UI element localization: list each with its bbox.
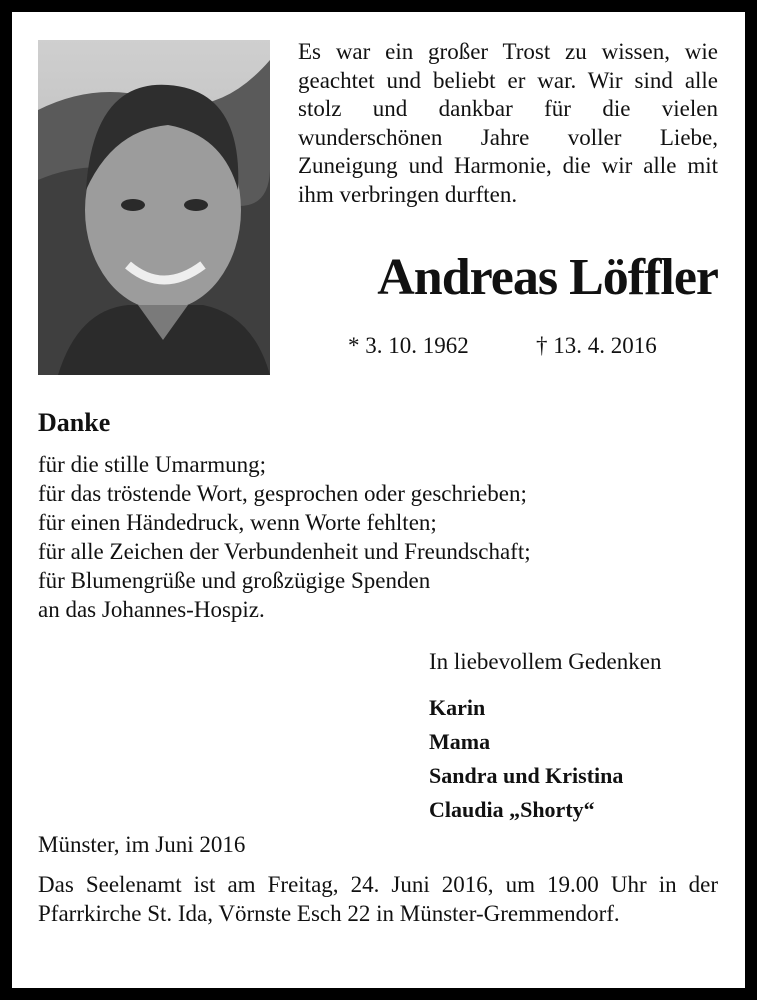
thanks-line: für Blumengrüße und großzügige Spenden: [38, 568, 431, 593]
memory-text: In liebevollem Gedenken: [429, 649, 662, 674]
signer: Mama: [429, 729, 491, 754]
thanks-line: für die stille Umarmung;: [38, 452, 267, 477]
signer: Claudia „Shorty“: [429, 797, 595, 822]
thanks-line: für einen Händedruck, wenn Worte fehlten;: [38, 510, 437, 535]
service-announcement: Das Seelenamt ist am Freitag, 24. Juni 2016, um 19.00 Uhr in der Pfarrkirche St. Ida, Vörnste Esch 22 in Münster-Gremmendorf.: [38, 872, 719, 926]
portrait-photo: [38, 40, 270, 375]
death-date: † 13. 4. 2016: [536, 333, 657, 358]
thanks-list: [38, 450, 531, 624]
deceased-name: Andreas Löffler: [377, 249, 718, 306]
thanks-line: für alle Zeichen der Verbundenheit und Freundschaft;: [38, 539, 531, 564]
signers-list: [429, 691, 623, 827]
obituary-notice: [12, 12, 745, 988]
signer: Karin: [429, 695, 486, 720]
intro-text: Es war ein großer Trost zu wissen, wie geachtet und beliebt er war. Wir sind alle stolz und dankbar für die vielen wunderschönen Jahre voller Liebe, Zuneigung und Harmonie, die wir alle mit ihm verbringen durften.: [298, 39, 719, 207]
place-date: Münster, im Juni 2016: [38, 832, 246, 857]
thanks-line: für das tröstende Wort, gesprochen oder geschrieben;: [38, 481, 527, 506]
signer: Sandra und Kristina: [429, 763, 624, 788]
thanks-heading: Danke: [38, 408, 111, 437]
birth-date: * 3. 10. 1962: [348, 333, 469, 358]
thanks-line: an das Johannes-Hospiz.: [38, 597, 265, 622]
